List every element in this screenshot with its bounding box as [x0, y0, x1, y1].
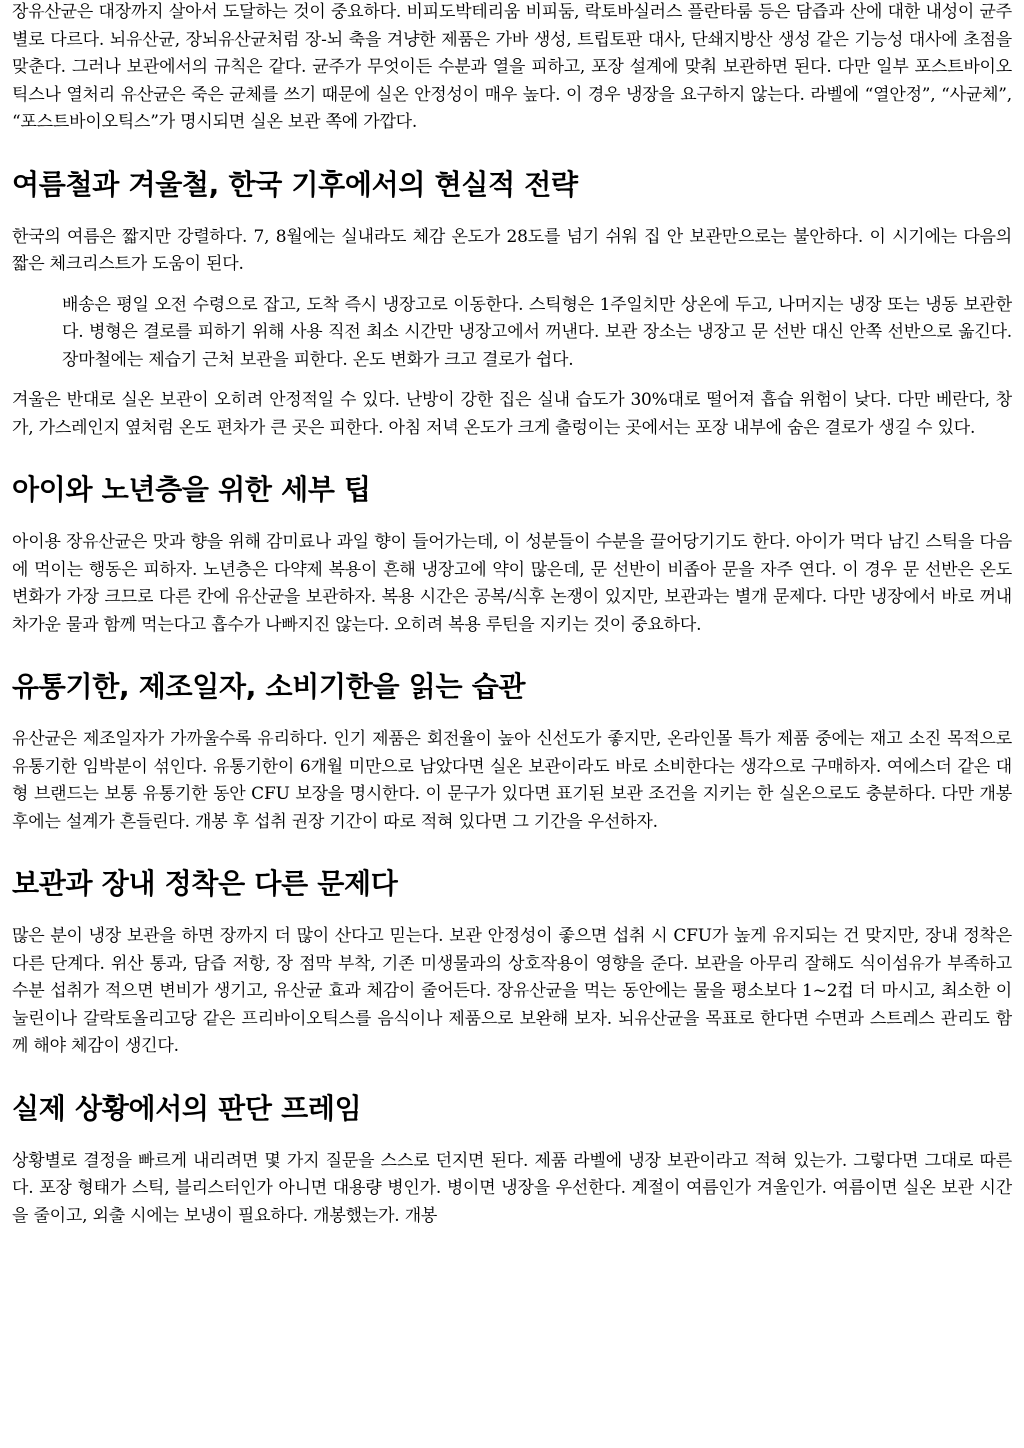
colonization-paragraph: 많은 분이 냉장 보관을 하면 장까지 더 많이 산다고 믿는다. 보관 안정성이 좋으면 섭취 시 CFU가 높게 유지되는 건 맞지만, 장내 정착은 다른 단계다. 위산 통과, 담즙 저항, 장 점막 부착, 기존 미생물과의 상호작용이 영향을 준다. 보관을 아무리 잘해도 식이섬유가 부족하고 수분 섭취가 적으면 변비가 생기고, 유산균 효과 체감이 줄어든다. 장유산균을 먹는 동안에는 물을 평소보다 1~2컵 더 마시고, 최소한 이눌린이나 갈락토올리고당 같은 프리바이오틱스를 음식이나 제품으로 보완해 보자. 뇌유산균을 목표로 한다면 수면과 스트레스 관리도 함께 해야 체감이 생긴다. — [12, 926, 1012, 1056]
seasonal-paragraph: 한국의 여름은 짧지만 강렬하다. 7, 8월에는 실내라도 체감 온도가 28도를 넘기 쉬워 집 안 보관만으로는 불안하다. 이 시기에는 다음의 짧은 체크리스트가 도움이 된다. — [12, 226, 1012, 274]
expiration-paragraph: 유산균은 제조일자가 가까울수록 유리하다. 인기 제품은 회전율이 높아 신선도가 좋지만, 온라인몰 특가 제품 중에는 재고 소진 목적으로 유통기한 임박분이 섞인다. 유통기한이 6개월 미만으로 남았다면 실온 보관이라도 바로 소비한다는 생각으로 구매하자. 여에스더 같은 대형 브랜드는 보통 유통기한 동안 CFU 보장을 명시한다. 이 문구가 있다면 표기된 보관 조건을 지키는 한 실온으로도 충분하다. 다만 개봉 후에는 설계가 흔들린다. 개봉 후 섭취 권장 기간이 따로 적혀 있다면 그 기간을 우선하자. — [12, 729, 1012, 832]
children-elderly-paragraph: 아이용 장유산균은 맛과 향을 위해 감미료나 과일 향이 들어가는데, 이 성분들이 수분을 끌어당기기도 한다. 아이가 먹다 남긴 스틱을 다음에 먹이는 행동은 피하자. 노년층은 다약제 복용이 흔해 냉장고에 약이 많은데, 문 선반이 비좁아 문을 자주 연다. 이 경우 문 선반은 온도 변화가 가장 크므로 다른 칸에 유산균을 보관하자. 복용 시간은 공복/식후 논쟁이 있지만, 보관과는 별개 문제다. 다만 냉장에서 바로 꺼내 차가운 물과 함께 먹는다고 흡수가 나빠지진 않는다. 오히려 복용 루틴을 지키는 것이 중요하다. — [12, 532, 1012, 635]
intro-paragraph: 장유산균은 대장까지 살아서 도달하는 것이 중요하다. 비피도박테리움 비피둠, 락토바실러스 플란타룸 등은 담즙과 산에 대한 내성이 균주별로 다르다. 뇌유산균, 장뇌유산균처럼 장-뇌 축을 겨냥한 제품은 가바 생성, 트립토판 대사, 단쇄지방산 생성 같은 기능성 대사에 초점을 맞춘다. 그러나 보관에서의 규칙은 같다. 균주가 무엇이든 수분과 열을 피하고, 포장 설계에 맞춰 보관하면 된다. 다만 일부 포스트바이오틱스나 열처리 유산균은 죽은 균체를 쓰기 때문에 실온 안정성이 매우 높다. 이 경우 냉장을 요구하지 않는다. 라벨에 “열안정”, “사균체”, “포스트바이오틱스”가 명시되면 실온 보관 쪽에 가깝다. — [12, 2, 1012, 132]
section-heading-seasonal-strategy: 여름철과 겨울철, 한국 기후에서의 현실적 전략 — [12, 167, 578, 201]
summer-checklist-text: 배송은 평일 오전 수령으로 잡고, 도착 즉시 냉장고로 이동한다. 스틱형은 1주일치만 상온에 두고, 나머지는 냉장 또는 냉동 보관한다. 병형은 결로를 피하기 위해 사용 직전 최소 시간만 냉장고에서 꺼낸다. 보관 장소는 냉장고 문 선반 대신 안쪽 선반으로 옮긴다. 장마철에는 제습기 근처 보관을 피한다. 온도 변화가 크고 결로가 쉽다. — [62, 294, 1012, 370]
article-body — [12, 0, 1012, 1230]
section-heading-storage-vs-colonization: 보관과 장내 정착은 다른 문제다 — [12, 867, 398, 900]
section-heading-expiration-dates: 유통기한, 제조일자, 소비기한을 읽는 습관 — [12, 670, 526, 703]
winter-paragraph: 겨울은 반대로 실온 보관이 오히려 안정적일 수 있다. 난방이 강한 집은 실내 습도가 30%대로 떨어져 흡습 위험이 낮다. 다만 베란다, 창가, 가스레인지 옆처럼 온도 편차가 큰 곳은 피한다. 아침 저녁 온도가 크게 출렁이는 곳에서는 포장 내부에 숨은 결로가 생길 수 있다. — [12, 390, 1012, 438]
summer-checklist-blockquote — [62, 292, 1012, 375]
section-heading-children-elderly: 아이와 노년층을 위한 세부 팁 — [12, 473, 371, 506]
section-heading-decision-frame: 실제 상황에서의 판단 프레임 — [12, 1091, 362, 1125]
decision-frame-paragraph: 상황별로 결정을 빠르게 내리려면 몇 가지 질문을 스스로 던지면 된다. 제품 라벨에 냉장 보관이라고 적혀 있는가. 그렇다면 그대로 따른다. 포장 형태가 스틱, 블리스터인가 아니면 대용량 병인가. 병이면 냉장을 우선한다. 계절이 여름인가 겨울인가. 여름이면 실온 보관 시간을 줄이고, 외출 시에는 보냉이 필요하다. 개봉했는가. 개봉 — [12, 1150, 1013, 1226]
